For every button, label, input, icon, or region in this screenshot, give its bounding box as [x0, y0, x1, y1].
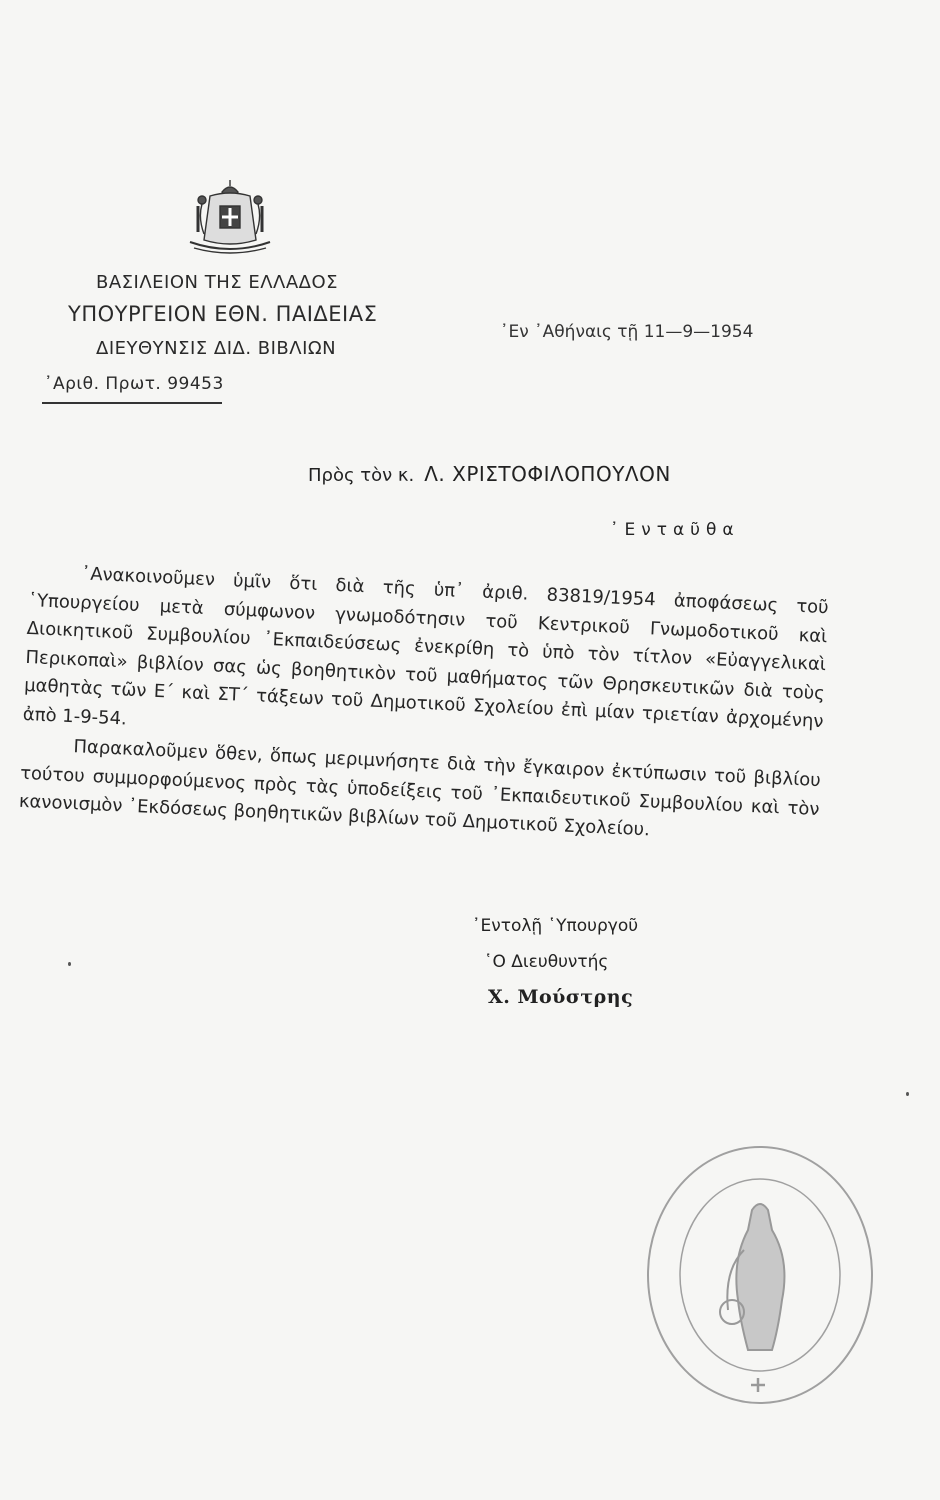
kingdom-heading: ΒΑΣΙΛΕΙΟΝ ΤΗΣ ΕΛΛΑΔΟΣ: [96, 272, 338, 293]
letter-date: ᾿Εν ᾿Αθήναις τῇ 11—9—1954: [500, 322, 754, 342]
protocol-number: ᾿Αριθ. Πρωτ. 99453: [44, 374, 224, 394]
directorate-heading: ΔΙΕΥΘΥΝΣΙΣ ΔΙΔ. ΒΙΒΛΙΩΝ: [96, 338, 337, 359]
signature-mandate: ᾿Εντολῇ ῾Υπουργοῦ: [472, 916, 639, 936]
signature-title: ῾Ο Διευθυντής: [484, 952, 609, 972]
body-paragraph-1: ᾿Ανακοινοῦμεν ὑμῖν ὅτι διὰ τῆς ὑπ᾿ ἀριθ. 83819/1954 ἀποφάσεως τοῦ ῾Υπουργείου μετὰ σύμφωνον γνωμοδότησιν τοῦ Κεντρικοῦ Γνωμοδοτικοῦ καὶ Διοικητικοῦ Συμβουλίου ᾿Εκπαιδεύσεως ἐνεκρίθη τὸ ὑπὸ τὸν τίτλον «Εὐαγγελικαὶ Περικοπαὶ» βιβλίον σας ὡς βοηθητικὸν τοῦ μαθήματος τῶν Θρησκευτικῶν διὰ τοὺς μαθητὰς τῶν Ε΄ καὶ ΣΤ΄ τάξεων τοῦ Δημοτικοῦ Σχολείου ἐπὶ μίαν τριετίαν ἀρχομένην ἀπὸ 1-9-54.: [22, 563, 830, 733]
signature-name: Χ. Μούστρης: [488, 986, 634, 1008]
addressee-location: ᾿Ενταῦθα: [610, 520, 740, 540]
royal-coat-of-arms-icon: [180, 178, 280, 258]
protocol-underline: [42, 402, 222, 404]
body-paragraph-2: Παρακαλοῦμεν ὅθεν, ὅπως μεριμνήσητε διὰ τὴν ἔγκαιρον ἐκτύπωσιν τοῦ βιβλίου τούτου συμμορφούμενος πρὸς τὰς ὑποδείξεις τοῦ ᾿Εκπαιδευτικοῦ Συμβουλίου καὶ τὸν κανονισμὸν ᾿Εκδόσεως βοηθητικῶν βιβλίων τοῦ Δημοτικοῦ Σχολείου.: [18, 736, 822, 841]
library-stamp-icon: [640, 1140, 880, 1410]
paper-speck: [906, 1092, 909, 1096]
paper-speck: [68, 962, 71, 966]
letter-body: [18, 558, 829, 853]
addressee-prefix: Πρὸς τὸν κ.: [308, 465, 415, 486]
ministry-heading: ΥΠΟΥΡΓΕΙΟΝ ΕΘΝ. ΠΑΙΔΕΙΑΣ: [68, 302, 378, 326]
addressee-line: [308, 462, 671, 486]
addressee-name: Λ. ΧΡΙΣΤΟΦΙΛΟΠΟΥΛΟΝ: [424, 462, 671, 486]
